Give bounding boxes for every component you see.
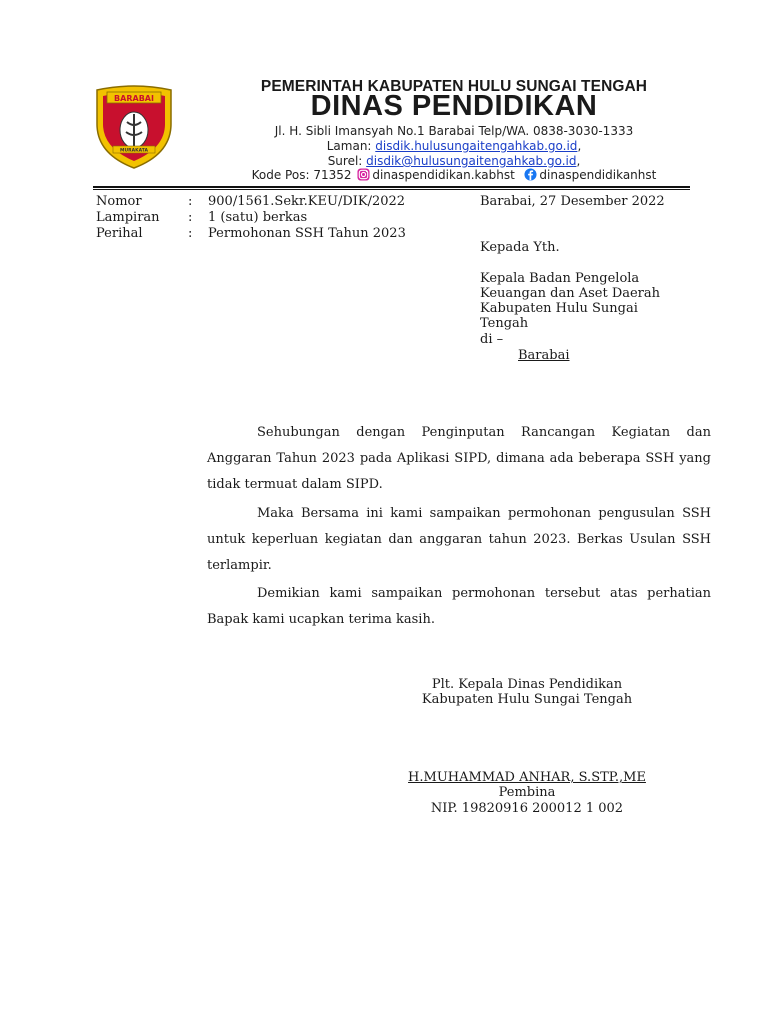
recipient-city: Barabai bbox=[518, 348, 570, 363]
meta-key: Lampiran bbox=[96, 210, 160, 225]
website-suffix: , bbox=[577, 139, 582, 153]
recipient-line: Keuangan dan Aset Daerah bbox=[480, 286, 661, 301]
website-line bbox=[180, 139, 728, 153]
website-link[interactable]: disdik.hulusungaitengahkab.go.id bbox=[375, 139, 578, 153]
meta-value: Permohonan SSH Tahun 2023 bbox=[208, 226, 406, 241]
email-label: Surel: bbox=[327, 154, 367, 168]
meta-colon: : bbox=[188, 210, 193, 225]
meta-colon: : bbox=[188, 226, 193, 241]
recipient-line: Kepala Badan Pengelola bbox=[480, 271, 640, 286]
body-paragraph: Maka Bersama ini kami sampaikan permohonan pengusulan SSH untuk keperluan kegiatan dan anggaran tahun 2023. Berkas Usulan SSH terlampir. bbox=[207, 506, 711, 573]
facebook-icon bbox=[524, 168, 537, 181]
signatory-name: H.MUHAMMAD ANHAR, S.STP.,ME bbox=[408, 770, 646, 785]
postal-code: Kode Pos: 71352 bbox=[251, 168, 352, 182]
regency-emblem-logo bbox=[93, 84, 175, 170]
letter-date: Barabai, 27 Desember 2022 bbox=[480, 194, 665, 209]
meta-value: 1 (satu) berkas bbox=[208, 210, 308, 225]
email-line bbox=[180, 154, 728, 168]
letterhead-divider-thick bbox=[93, 186, 690, 188]
logo-text-bottom: MURAKATA bbox=[120, 148, 148, 154]
recipient-line: Kabupaten Hulu Sungai bbox=[480, 301, 638, 316]
instagram-handle: dinaspendidikan.kabhst bbox=[372, 168, 515, 182]
signatory-regency: Kabupaten Hulu Sungai Tengah bbox=[421, 692, 633, 707]
logo-text-top: BARABAI bbox=[114, 94, 154, 103]
meta-key: Nomor bbox=[96, 194, 142, 209]
recipient-line: Tengah bbox=[480, 316, 529, 331]
letterhead-divider-thin bbox=[93, 189, 690, 190]
meta-value: 900/1561.Sekr.KEU/DIK/2022 bbox=[208, 194, 406, 209]
government-name: PEMERINTAH KABUPATEN HULU SUNGAI TENGAH bbox=[260, 78, 648, 95]
email-suffix: , bbox=[576, 154, 581, 168]
recipient-greeting: Kepada Yth. bbox=[480, 240, 560, 255]
body-paragraph: Demikian kami sampaikan permohonan tersebut atas perhatian Bapak kami ucapkan terima kasih. bbox=[207, 586, 711, 627]
office-address: Jl. H. Sibli Imansyah No.1 Barabai Telp/WA. 0838-3030-1333 bbox=[274, 124, 634, 138]
email-link[interactable]: disdik@hulusungaitengahkab.go.id bbox=[366, 154, 577, 168]
facebook-handle: dinaspendidikanhst bbox=[539, 168, 657, 182]
instagram-icon bbox=[357, 168, 370, 181]
office-name: DINAS PENDIDIKAN bbox=[310, 90, 598, 122]
meta-colon: : bbox=[188, 194, 193, 209]
signatory-title: Plt. Kepala Dinas Pendidikan bbox=[431, 677, 623, 692]
postal-social-line bbox=[180, 168, 728, 182]
recipient-line: di – bbox=[480, 332, 504, 347]
meta-key: Perihal bbox=[96, 226, 143, 241]
signatory-rank: Pembina bbox=[498, 785, 556, 800]
website-label: Laman: bbox=[326, 139, 376, 153]
signatory-nip: NIP. 19820916 200012 1 002 bbox=[430, 801, 624, 816]
body-paragraph: Sehubungan dengan Penginputan Rancangan Kegiatan dan Anggaran Tahun 2023 pada Aplikasi SIPD, dimana ada beberapa SSH yang tidak termuat dalam SIPD. bbox=[207, 425, 711, 492]
